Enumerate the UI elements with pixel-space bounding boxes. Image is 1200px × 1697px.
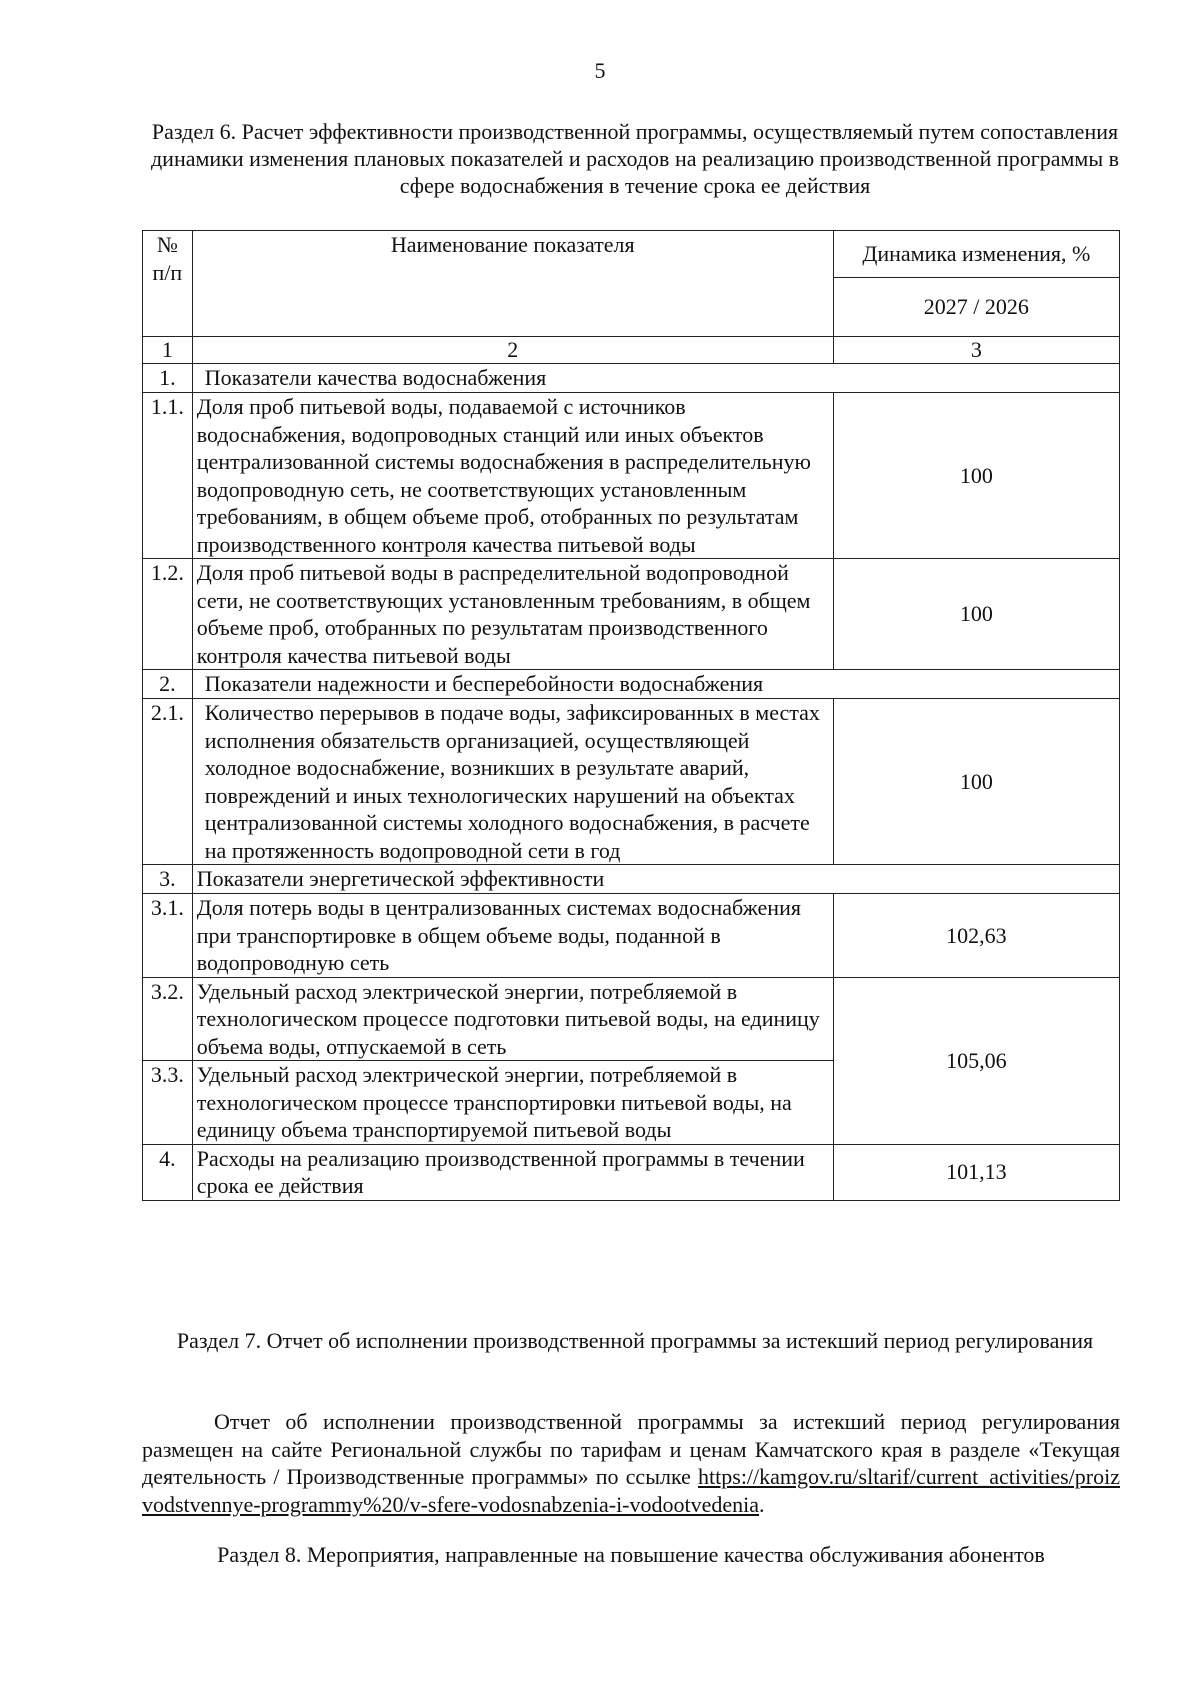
link-suffix: . (759, 1491, 765, 1517)
row-num: 4. (143, 1144, 193, 1200)
group-num: 1. (143, 364, 193, 393)
section-7-body (142, 1408, 1120, 1518)
page-number: 5 (594, 58, 606, 83)
section-7-text: Отчет об исполнении производственной программы за истекший период регулирования размещен на сайте Региональной службы по тарифам и ценам Камчатского края в разделе «Текущая деятельность / Производственные программы» по ссылке (142, 1409, 1120, 1489)
row-value: 101,13 (833, 1144, 1119, 1200)
group-title: Показатели качества водоснабжения (192, 364, 1119, 393)
header-num: № п/п (143, 231, 193, 337)
group-title: Показатели энергетической эффективности (192, 865, 1119, 894)
row-value: 100 (833, 699, 1119, 865)
column-number: 3 (833, 337, 1119, 364)
row-value: 105,06 (833, 977, 1119, 1144)
section-7-title: Раздел 7. Отчет об исполнении производственной программы за истекший период регулирования (176, 1328, 1094, 1353)
row-value: 100 (833, 559, 1119, 670)
row-num: 1.2. (143, 559, 193, 670)
header-dynamics: Динамика изменения, % (833, 231, 1119, 278)
table-row (143, 559, 1120, 670)
header-name: Наименование показателя (192, 231, 833, 337)
report-link[interactable]: https://kamgov.ru/sltarif/current_activities/proizvodstvennye-programmy%20/v-sfere-vodosnabzenia-i-vodootvedenia (142, 1464, 1120, 1517)
row-num: 3.2. (143, 977, 193, 1061)
row-value: 100 (833, 393, 1119, 559)
row-name: Доля проб питьевой воды, подаваемой с источников водоснабжения, водопроводных станций или иных объектов централизованной системы водоснабжения в распределительную водопроводную сеть, не соответствующих установленным требованиям, в общем объеме проб, отобранных по результатам производственного контроля качества питьевой воды (192, 393, 833, 559)
table-row (143, 894, 1120, 978)
row-num: 3.3. (143, 1061, 193, 1145)
row-name: Доля потерь воды в централизованных системах водоснабжения при транспортировке в общем объеме воды, поданной в водопроводную сеть (192, 894, 833, 978)
group-row (143, 364, 1120, 393)
row-num: 3.1. (143, 894, 193, 978)
column-number: 2 (192, 337, 833, 364)
group-row (143, 865, 1120, 894)
group-num: 3. (143, 865, 193, 894)
row-num: 1.1. (143, 393, 193, 559)
column-number: 1 (143, 337, 193, 364)
group-row (143, 670, 1120, 699)
row-name: Количество перерывов в подаче воды, зафиксированных в местах исполнения обязательств организацией, осуществляющей холодное водоснабжение, возникших в результате аварий, повреждений и иных технологических нарушений на объектах централизованной системы холодного водоснабжения, в расчете на протяженность водопроводной сети в год (192, 699, 833, 865)
table-row (143, 393, 1120, 559)
table-row (143, 1144, 1120, 1200)
row-name: Расходы на реализацию производственной программы в течении срока ее действия (192, 1144, 833, 1200)
row-name: Доля проб питьевой воды в распределительной водопроводной сети, не соответствующих установленным требованиям, в общем объеме проб, отобранных по результатам производственного контроля качества питьевой воды (192, 559, 833, 670)
efficiency-table (142, 230, 1120, 1201)
table-row (143, 977, 1120, 1061)
table-row (143, 699, 1120, 865)
row-name: Удельный расход электрической энергии, потребляемой в технологическом процессе транспортировки питьевой воды, на единицу объема транспортируемой питьевой воды (192, 1061, 833, 1145)
group-title: Показатели надежности и бесперебойности водоснабжения (192, 670, 1119, 699)
row-num: 2.1. (143, 699, 193, 865)
header-period: 2027 / 2026 (833, 278, 1119, 337)
section-8-title: Раздел 8. Мероприятия, направленные на повышение качества обслуживания абонентов (217, 1542, 1045, 1567)
group-num: 2. (143, 670, 193, 699)
row-value: 102,63 (833, 894, 1119, 978)
section-6-title: Раздел 6. Расчет эффективности производственной программы, осуществляемый путем сопоставления динамики изменения плановых показателей и расходов на реализацию производственной программы в сфере водоснабжения в течение срока ее действия (150, 119, 1119, 198)
row-name: Удельный расход электрической энергии, потребляемой в технологическом процессе подготовки питьевой воды, на единицу объема воды, отпускаемой в сеть (192, 977, 833, 1061)
